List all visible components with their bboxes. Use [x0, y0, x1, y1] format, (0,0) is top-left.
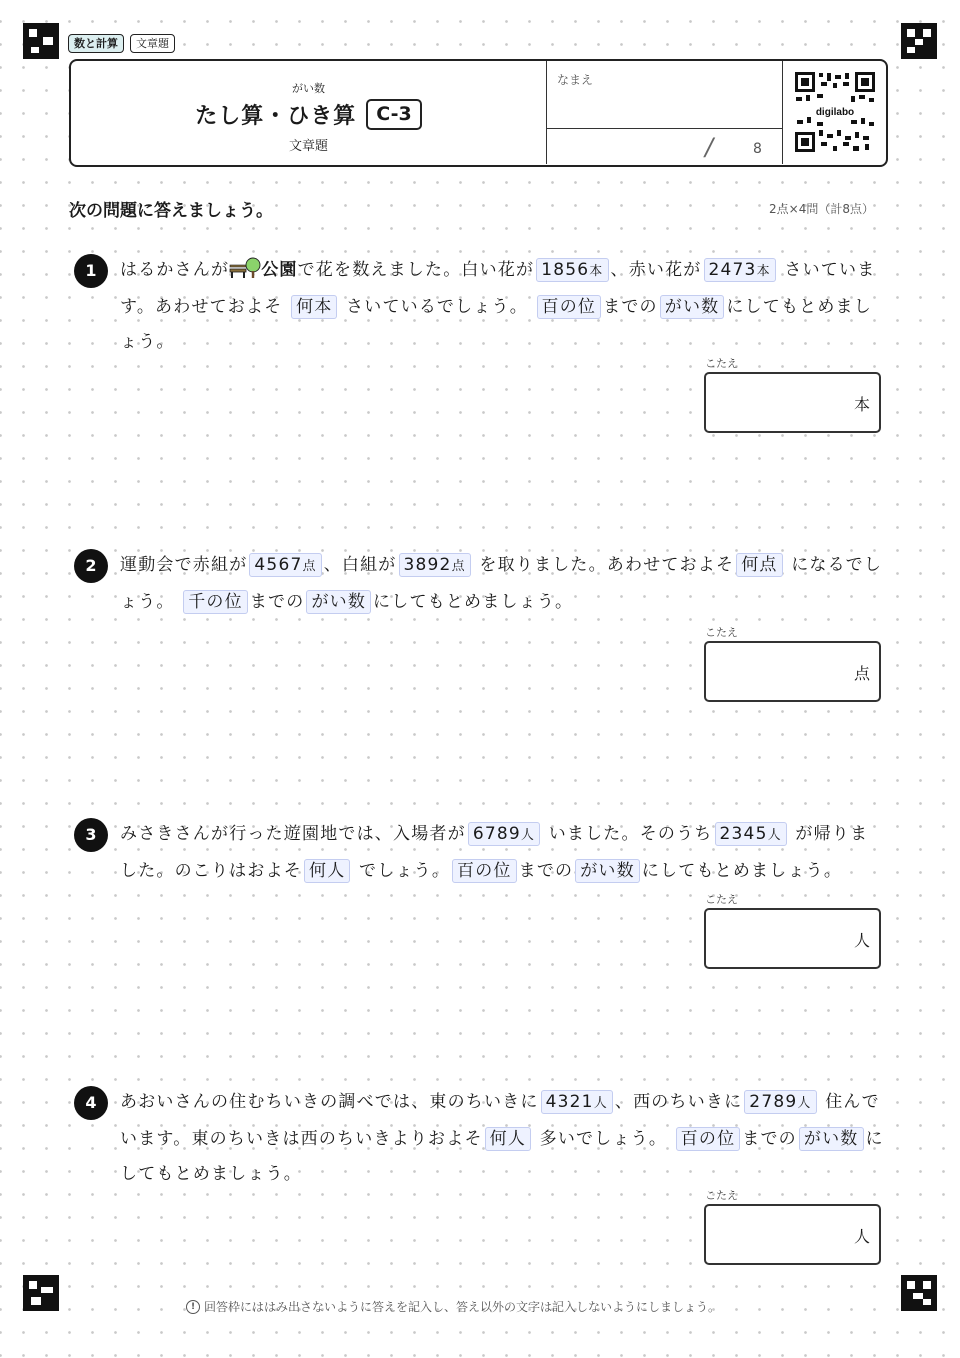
problem-text: あおいさんの住むちいきの調べでは、東のちいきに 4321人 、西のちいきに 2789人 住んでいます。東のちいきは西のちいきよりおよそ 何人 多いでしょう。 百の位 までの がい数 にしてもとめましょう。	[120, 1092, 884, 1184]
answer-label: こたえ	[705, 626, 738, 639]
info-icon: !	[186, 1300, 200, 1314]
corner-marker-top-left	[23, 23, 59, 59]
answer-box-1[interactable]	[704, 372, 881, 433]
corner-marker-bottom-left	[23, 1275, 59, 1311]
place-value-chip: 百の位	[537, 295, 602, 319]
category-tags	[68, 34, 175, 53]
score-slash: /	[705, 133, 714, 161]
question-chip: 何人	[485, 1127, 531, 1151]
question-chip: 何人	[304, 859, 350, 883]
answer-unit: 人	[853, 931, 870, 950]
question-chip: 何点	[736, 553, 782, 577]
answer-box-4[interactable]	[704, 1204, 881, 1265]
value-chip-2: 2789人	[744, 1090, 816, 1114]
answer-label: こたえ	[705, 893, 738, 906]
name-label: なまえ	[557, 73, 594, 87]
rounding-chip: がい数	[306, 590, 371, 614]
page-subtitle: 文章題	[288, 139, 328, 154]
score-total: 8	[753, 141, 762, 157]
page-title: たし算・ひき算	[195, 104, 357, 129]
question-chip: 何本	[291, 295, 337, 319]
value-chip-2: 2345人	[715, 822, 787, 846]
corner-marker-top-right	[901, 23, 937, 59]
footer-note	[186, 1298, 720, 1315]
problem-1	[74, 254, 884, 434]
points-info: 2点×4問（計8点）	[769, 202, 874, 216]
value-chip-2: 2473本	[704, 258, 776, 282]
qr-code-icon	[793, 70, 877, 154]
problem-2	[74, 549, 884, 704]
problem-number: 4	[74, 1086, 108, 1120]
rounding-chip: がい数	[799, 1127, 864, 1151]
answer-box-3[interactable]	[704, 908, 881, 969]
answer-label: こたえ	[705, 1189, 738, 1202]
footer-text: 回答枠にははみ出さないように答えを記入し、答え以外の文字は記入しないようにしましょう。	[204, 1300, 721, 1314]
value-chip-1: 4321人	[541, 1090, 613, 1114]
problem-text: はるかさんが 公園で花を数えました。白い花が 1856本 、赤い花が 2473本 さいています。あわせておよそ 何本 さいているでしょう。 百の位 までの がい数 にしてもとめましょう。	[120, 253, 884, 361]
corner-marker-bottom-right	[901, 1275, 937, 1311]
rounding-chip: がい数	[575, 859, 640, 883]
title-ruby: がい数	[292, 82, 325, 95]
answer-label: こたえ	[705, 357, 738, 370]
place-value-chip: 千の位	[183, 590, 248, 614]
problem-4	[74, 1086, 884, 1268]
answer-unit: 人	[853, 1227, 870, 1246]
level-badge: C-3	[366, 99, 422, 130]
title-area	[71, 61, 546, 164]
problem-number: 2	[74, 549, 108, 583]
park-icon	[229, 257, 261, 279]
qr-brand-text: digilabo	[815, 107, 855, 118]
problem-text: 運動会で赤組が 4567点 、白組が 3892点 を取りました。あわせておよそ 何点 になるでしょう。 千の位 までの がい数 にしてもとめましょう。	[120, 555, 883, 612]
problem-number: 1	[74, 254, 108, 288]
qr-area	[782, 61, 886, 164]
place-value-chip: 百の位	[452, 859, 517, 883]
type-tag: 文章題	[130, 34, 175, 53]
problem-text: みさきさんが行った遊園地では、入場者が 6789人 いました。そのうち 2345人 が帰りました。のこりはおよそ 何人 でしょう。 百の位 までの がい数 にしてもとめましょう。	[120, 824, 869, 881]
place-value-chip: 百の位	[676, 1127, 741, 1151]
worksheet-header	[69, 59, 888, 167]
name-area	[546, 61, 783, 164]
title-row	[71, 99, 546, 130]
value-chip-1: 4567点	[249, 553, 321, 577]
value-chip-1: 6789人	[468, 822, 540, 846]
problem-3	[74, 818, 884, 973]
instruction: 次の問題に答えましょう。	[69, 201, 273, 221]
problem-number: 3	[74, 818, 108, 852]
answer-box-2[interactable]	[704, 641, 881, 702]
answer-unit: 点	[853, 664, 870, 683]
rounding-chip: がい数	[660, 295, 725, 319]
value-chip-1: 1856本	[536, 258, 608, 282]
value-chip-2: 3892点	[399, 553, 471, 577]
score-divider	[547, 128, 783, 129]
category-tag: 数と計算	[68, 34, 124, 53]
answer-unit: 本	[853, 395, 870, 414]
